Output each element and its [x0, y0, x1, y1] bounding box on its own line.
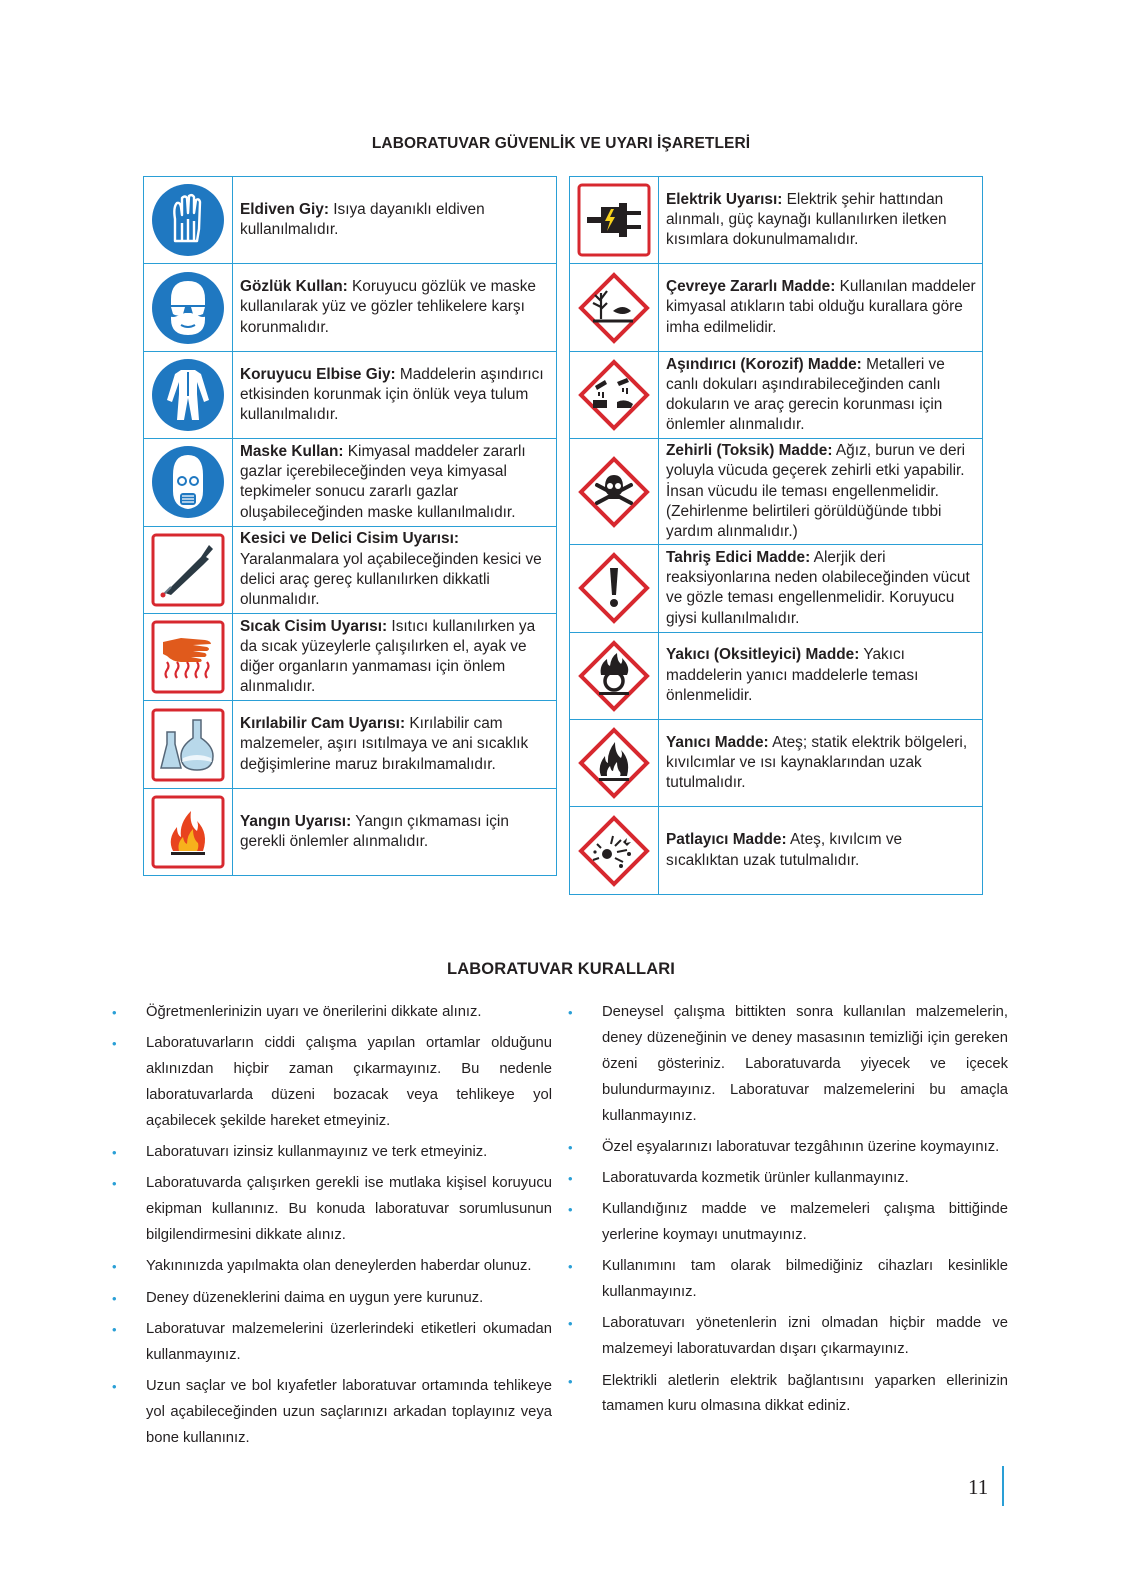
sign-row: [570, 439, 983, 545]
sign-row: [144, 788, 557, 875]
page-number-divider: [1002, 1466, 1004, 1506]
sign-name: Elektrik Uyarısı:: [666, 190, 783, 208]
rule-item: • Laboratuvarda kozmetik ürünler kullanmayınız.: [568, 1166, 1008, 1192]
sign-text: [659, 545, 983, 632]
sign-text: [659, 351, 983, 438]
rule-item: • Laboratuvar malzemelerini üzerlerindeki etiketleri okumadan kullanmayınız.: [112, 1317, 552, 1369]
explosive-icon: [570, 807, 659, 894]
sign-row: [144, 613, 557, 700]
rule-item: • Uzun saçlar ve bol kıyafetler laboratuvar ortamında tehlikeye yol açabileceğinden uzun saçlarınızı arkadan toplayınız veya bone kullanınız.: [112, 1374, 552, 1452]
sign-text: [233, 788, 557, 875]
sign-row: [570, 807, 983, 894]
sign-row: [570, 632, 983, 719]
rules-list-left: [112, 1000, 552, 1457]
sign-row: [570, 719, 983, 806]
sign-row: [144, 177, 557, 264]
rules-title: LABORATUVAR KURALLARI: [447, 960, 675, 978]
sign-text: [659, 264, 983, 351]
sign-name: Yangın Uyarısı:: [240, 812, 352, 830]
rule-item: • Kullanımını tam olarak bilmediğiniz cihazları kesinlikle kullanmayınız.: [568, 1254, 1008, 1306]
rules-list-right: [568, 1000, 1008, 1426]
sign-row: [570, 351, 983, 438]
sign-text: [233, 701, 557, 788]
sign-name: Kesici ve Delici Cisim Uyarısı:: [240, 530, 460, 548]
sign-desc: Yangın çıkmaması için gerekli önlemler alınmalıdır.: [240, 812, 509, 850]
sign-text: [659, 807, 983, 894]
rule-item: • Elektrikli aletlerin elektrik bağlantısını yaparken ellerinizin tamamen kuru olmasına dikkat ediniz.: [568, 1369, 1008, 1421]
sign-desc: Koruyucu gözlük ve maske kullanılarak yüz ve gözler tehlikelere karşı korunmalıdır.: [240, 278, 536, 336]
sign-desc: Yakıcı maddelerin yanıcı maddelerle teması önlenmelidir.: [666, 646, 919, 704]
sign-row: [144, 264, 557, 351]
sign-text: [233, 613, 557, 700]
sign-desc: Kimyasal maddeler zararlı gazlar içerebileceğinden veya kimyasal tepkimeler sonucu zararlı gazlar oluşabileceğinden maske kullanılmalıdır.: [240, 442, 526, 521]
sign-name: Koruyucu Elbise Giy:: [240, 365, 396, 383]
sign-desc: Metalleri ve canlı dokuları aşındırabileceğinden canlı dokuların ve araç gerecin korunması için önlemler alınmalıdır.: [666, 355, 945, 434]
sign-text: [233, 351, 557, 438]
sign-name: Yanıcı Madde:: [666, 733, 769, 751]
irritant-exclamation-icon: [570, 545, 659, 632]
sign-text: [233, 526, 557, 613]
sign-text: [233, 177, 557, 264]
sign-name: Zehirli (Toksik) Madde:: [666, 442, 833, 460]
corrosive-icon: [570, 351, 659, 438]
sign-text: [659, 177, 983, 264]
gloves-icon: [144, 177, 233, 264]
flammable-icon: [570, 719, 659, 806]
sign-row: [144, 526, 557, 613]
signs-title: LABORATUVAR GÜVENLİK VE UYARI İŞARETLERİ: [371, 135, 751, 152]
sign-desc: Yaralanmalara yol açabileceğinden kesici ve delici araç gereç kullanılırken dikkatli olunmalıdır.: [240, 550, 542, 608]
rule-item: • Deney düzeneklerini daima en uygun yere kurunuz.: [112, 1286, 552, 1312]
sign-name: Aşındırıcı (Korozif) Madde:: [666, 355, 862, 373]
sign-name: Tahriş Edici Madde:: [666, 548, 811, 566]
sign-text: [659, 439, 983, 545]
sign-desc: Kullanılan maddeler kimyasal atıkların tabi olduğu kurallara göre imha edilmelidir.: [666, 278, 976, 336]
rule-item: • Laboratuvarların ciddi çalışma yapılan ortamlar olduğunu aklınızdan hiçbir zaman çıkarmayınız. Bu nedenle laboratuvarlarda düzeni bozacak veya tehlikeye yol açabilecek şekilde hareket etmeyiniz.: [112, 1031, 552, 1135]
rule-item: • Özel eşyalarınızı laboratuvar tezgâhının üzerine koymayınız.: [568, 1135, 1008, 1161]
sign-row: [570, 545, 983, 632]
page-number: 11: [968, 1475, 989, 1499]
breakable-glass-icon: [144, 701, 233, 788]
sign-desc: Maddelerin aşındırıcı etkisinden korunmak için önlük veya tulum kullanılmalıdır.: [240, 365, 544, 424]
mandatory-signs-table: [143, 176, 557, 876]
rule-item: • Yakınınızda yapılmakta olan deneylerden haberdar olunuz.: [112, 1254, 552, 1280]
sign-desc: Ateş, kıvılcım ve sıcaklıktan uzak tutulmalıdır.: [666, 831, 903, 869]
sign-name: Kırılabilir Cam Uyarısı:: [240, 715, 406, 733]
sign-row: [144, 351, 557, 438]
sign-name: Yakıcı (Oksitleyici) Madde:: [666, 646, 860, 664]
protective-suit-icon: [144, 351, 233, 438]
rule-item: • Kullandığınız madde ve malzemeleri çalışma bittiğinde yerlerine koymayı unutmayınız.: [568, 1197, 1008, 1249]
sign-row: [570, 177, 983, 264]
toxic-skull-icon: [570, 439, 659, 545]
sign-desc: Ateş; statik elektrik bölgeleri, kıvılcımlar ve ısı kaynaklarından uzak tutulmalıdır.: [666, 733, 968, 792]
rule-item: • Öğretmenlerinizin uyarı ve önerilerini dikkate alınız.: [112, 1000, 552, 1026]
rule-item: • Deneysel çalışma bittikten sonra kullanılan malzemelerin, deney düzeneğinin ve deney masasının temizliği için gereken özeni gösteriniz. Laboratuvarda yiyecek ve içecek bulundurmayınız. Laboratuvar malzemelerini bu amaçla kullanmayınız.: [568, 1000, 1008, 1130]
goggles-icon: [144, 264, 233, 351]
sign-name: Eldiven Giy:: [240, 200, 329, 218]
sign-desc: Ağız, burun ve deri yoluyla vücuda geçerek zehirli etki yapabilir. İnsan vücudu ile teması engellenmelidir. (Zehirlenme belirtileri görüldüğünde tıbbi yardım alınmalıdır.): [666, 442, 966, 540]
sign-name: Patlayıcı Madde:: [666, 831, 787, 849]
sign-desc: Alerjik deri reaksiyonlarına neden olabileceğinden vücut ve gözle teması engellenmelidir. Koruyucu giysi kullanılmalıdır.: [666, 548, 970, 627]
sign-name: Sıcak Cisim Uyarısı:: [240, 617, 388, 635]
sign-row: [144, 701, 557, 788]
sharp-object-icon: [144, 526, 233, 613]
sign-desc: Isıtıcı kullanılırken ya da sıcak yüzeylerle çalışılırken el, ayak ve diğer organların yanmaması için önlem alınmalıdır.: [240, 617, 536, 696]
sign-row: [570, 264, 983, 351]
gas-mask-icon: [144, 439, 233, 526]
rule-item: • Laboratuvarı yönetenlerin izni olmadan hiçbir madde ve malzemeyi laboratuvardan dışarı çıkarmayınız.: [568, 1311, 1008, 1363]
environment-hazard-icon: [570, 264, 659, 351]
sign-text: [233, 439, 557, 526]
hot-surface-icon: [144, 613, 233, 700]
sign-desc: Elektrik şehir hattından alınmalı, güç kaynağı kullanılırken iletken kısımlara dokunulmamalıdır.: [666, 190, 947, 249]
fire-warning-icon: [144, 788, 233, 875]
sign-text: [233, 264, 557, 351]
rule-item: • Laboratuvarı izinsiz kullanmayınız ve terk etmeyiniz.: [112, 1140, 552, 1166]
sign-name: Çevreye Zararlı Madde:: [666, 278, 836, 296]
sign-text: [659, 632, 983, 719]
rule-item: • Laboratuvarda çalışırken gerekli ise mutlaka kişisel koruyucu ekipman kullanınız. Bu konuda laboratuvar sorumlusunun bilgilendirmesini dikkate alınız.: [112, 1171, 552, 1249]
sign-row: [144, 439, 557, 526]
sign-text: [659, 719, 983, 806]
sign-desc: Isıya dayanıklı eldiven kullanılmalıdır.: [240, 200, 485, 239]
sign-name: Gözlük Kullan:: [240, 278, 348, 296]
hazard-signs-table: [569, 176, 983, 895]
electric-hazard-icon: [570, 177, 659, 264]
sign-desc: Kırılabilir cam malzemeler, aşırı ısıtılmaya ve ani sıcaklık değişimlerine maruz bırakılmamalıdır.: [240, 715, 529, 773]
oxidizer-icon: [570, 632, 659, 719]
sign-name: Maske Kullan:: [240, 442, 344, 460]
